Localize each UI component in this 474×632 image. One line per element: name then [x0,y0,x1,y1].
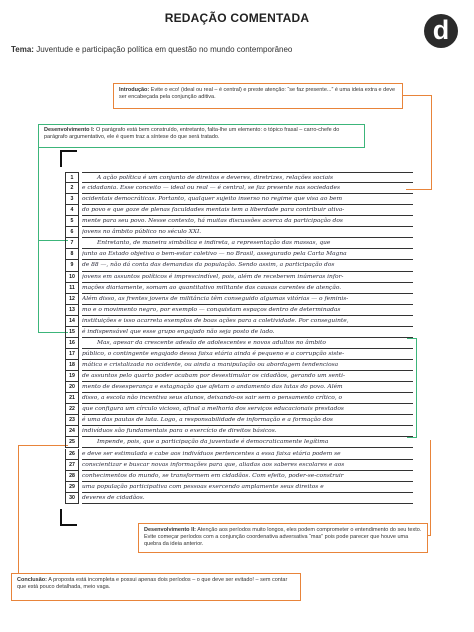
essay-line [65,393,413,404]
essay-line [65,238,413,249]
conclusion-comment-label: Conclusão: [17,577,47,583]
essay-line [65,316,413,327]
line-number: 20 [65,382,79,393]
essay-line [65,272,413,283]
dev1-comment-text: O parágrafo está bem construído, entretanto, falta-lhe um elemento: o tópico frasal – carro-chefe do parágrafo argumentativo, ele é quem traz a síntese do que será tratado. [44,127,340,141]
line-number: 25 [65,437,79,448]
intro-connector [403,95,432,96]
intro-comment-label: Introdução: [119,87,150,93]
line-number: 22 [65,404,79,415]
line-text: Entretanto, de maneira simbólica e indireta, a representação das massas, que [82,238,413,249]
dev2-comment-label: Desenvolvimento II: [144,527,196,533]
line-number: 1 [65,172,79,183]
essay-line [65,437,413,448]
theme-line [11,45,292,54]
line-number: 16 [65,338,79,349]
dev2-comment-text: Atenção aos períodos muito longos, eles podem comprometer o entendimento do seu texto. Evite começar períodos com a conjunção coordenativa adversativa “mas” pois pode parecer que houve uma quebra da ideia anterior. [144,527,422,548]
line-text: instituições e isso acarreta exemplos de boas ações para a coletividade. Por conseguinte, [82,316,413,327]
line-number: 3 [65,194,79,205]
essay-line [65,294,413,305]
line-text: é indispensável que esse grupo engajado não seja posto de lado. [82,327,413,338]
line-text: mática e cristalizada no ocidente, ou ainda a manipulação ou abordagem tendenciosa [82,360,413,371]
conclusion-comment-box [11,573,301,601]
essay-line [65,172,413,183]
essay-line [65,194,413,205]
line-text: público, o contingente engajado dessa faixa etária ainda é pequeno e a corrupção siste- [82,349,413,360]
line-number: 30 [65,493,79,504]
line-number: 5 [65,216,79,227]
line-number: 7 [65,238,79,249]
line-number: 6 [65,227,79,238]
line-number: 9 [65,260,79,271]
line-text: mações diariamente, somam ao quantitativo militante das causas carentes de atenção. [82,283,413,294]
line-number: 13 [65,305,79,316]
line-number: 10 [65,272,79,283]
essay-line [65,205,413,216]
essay-line [65,360,413,371]
brand-logo [424,14,458,48]
line-text: junto ao Estado objetiva o bem-estar coletivo — no Brasil, assegurado pela Carta Magna [82,249,413,260]
essay-line [65,471,413,482]
corner-mark [60,524,77,526]
essay-line [65,426,413,437]
essay-line [65,460,413,471]
essay-line [65,216,413,227]
corner-mark [60,150,62,167]
dev1-connector [38,136,39,333]
line-text: Impende, pois, que a participação da juventude é democraticamente legítima [82,437,413,448]
theme-text: Juventude e participação política em questão no mundo contemporâneo [36,45,293,54]
essay-line [65,371,413,382]
line-text: mento de desesperança e estagnação que afetam o andamento das lutas do povo. Além [82,382,413,393]
line-text: jovens no âmbito público no século XXI. [82,227,413,238]
essay-sheet [65,172,413,504]
line-number: 15 [65,327,79,338]
line-text: é uma das pautas de luta. Logo, a responsabilidade de informação e a formação dos [82,415,413,426]
page-title: REDAÇÃO COMENTADA [164,11,310,25]
line-text: mente para seu povo. Nesse contexto, há muitas discussões acerca da participação dos [82,216,413,227]
line-text: Mas, apesar da crescente adesão de adolescentes e novos adultos no âmbito [82,338,413,349]
intro-connector-vertical [431,95,432,190]
line-number: 28 [65,471,79,482]
line-number: 14 [65,316,79,327]
essay-line [65,305,413,316]
line-number: 12 [65,294,79,305]
concl-connector-top [18,445,68,446]
essay-line [65,449,413,460]
line-number: 8 [65,249,79,260]
line-number: 26 [65,449,79,460]
line-number: 21 [65,393,79,404]
essay-line [65,415,413,426]
line-text: jovens em assuntos políticos é imprescindível, pois, além de receberem inúmeras infor- [82,272,413,283]
line-text: de 88 —, não dá conta das demandas da população. Sendo assim, a participação dos [82,260,413,271]
line-text: A ação política é um conjunto de direitos e deveres, diretrizes, relações sociais [82,172,413,183]
dev2-connector [430,440,431,536]
dev1-connector-bottom [38,332,68,333]
theme-label: Tema: [11,45,34,54]
line-text: conscientizar e buscar novas informações para que, aliadas aos saberes escolares e aos [82,460,413,471]
essay-line [65,249,413,260]
line-text: deveres de cidadãos. [82,493,413,504]
dev2-comment-box [138,523,428,553]
line-text: que configura um círculo vicioso, afinal a melhoria dos serviços educacionais prestados [82,404,413,415]
essay-line [65,338,413,349]
dev1-comment-label: Desenvolvimento I: [44,127,95,133]
logo-letter: d [432,15,450,45]
essay-line [65,404,413,415]
essay-line [65,227,413,238]
line-number: 2 [65,183,79,194]
essay-line [65,493,413,504]
intro-comment-box [113,83,403,109]
line-number: 19 [65,371,79,382]
line-number: 17 [65,349,79,360]
conclusion-comment-text: A proposta está incompleta e possui apenas dois períodos – o que deve ser evitado! – sem contar que está pouco detalhada, meio vaga. [17,577,288,591]
line-text: Além disso, as frentes jovens de militância têm conseguido algumas vitórias — o feminis- [82,294,413,305]
line-text: conhecimentos do mundo, se transformem em cidadãos. Com efeito, poder-se-construir [82,471,413,482]
dev1-connector-top [38,240,68,241]
line-text: mo e o movimento negro, por exemplo — conquistam espaços dentro de determinadas [82,305,413,316]
line-text: disso, a escola não incentiva seus alunos, deixando-os sair sem o pensamento crítico, o [82,393,413,404]
essay-line [65,327,413,338]
dev2-bracket-right [416,338,417,438]
line-text: e deve ser estimulada e cabe aos indivíduos pertencentes a essa faixa etária podem se [82,449,413,460]
line-text: de assuntos pelo quarto poder acabam por desestimular os cidadãos, gerando um senti- [82,371,413,382]
intro-comment-text: Evite o eco! (ideal ou real – é central) e preste atenção: “se faz presente...” é uma ideia extra e deve ser encabeçada pela conjunção aditiva. [119,87,396,101]
line-number: 11 [65,283,79,294]
concl-connector-vertical [18,445,19,574]
line-text: indivíduos são fundamentais para o exercício de direitos básicos. [82,426,413,437]
line-text: do povo e que goze de plenas faculdades mentais tem a liberdade para contribuir ativa- [82,205,413,216]
line-number: 4 [65,205,79,216]
line-number: 23 [65,415,79,426]
line-text: e cidadania. Esse conceito — ideal ou real — é central, se faz presente nas sociedades [82,183,413,194]
line-text: uma população participativa com pessoas exercendo amplamente seus direitos e [82,482,413,493]
line-number: 29 [65,482,79,493]
essay-line [65,260,413,271]
essay-line [65,283,413,294]
line-number: 27 [65,460,79,471]
corner-mark [60,150,77,152]
essay-line [65,349,413,360]
essay-line [65,183,413,194]
essay-line [65,382,413,393]
line-text: ocidentais democráticas. Portanto, qualquer sujeito inserso no regime que visa ao bem [82,194,413,205]
line-number: 18 [65,360,79,371]
dev1-comment-box [38,124,365,148]
essay-line [65,482,413,493]
line-number: 24 [65,426,79,437]
